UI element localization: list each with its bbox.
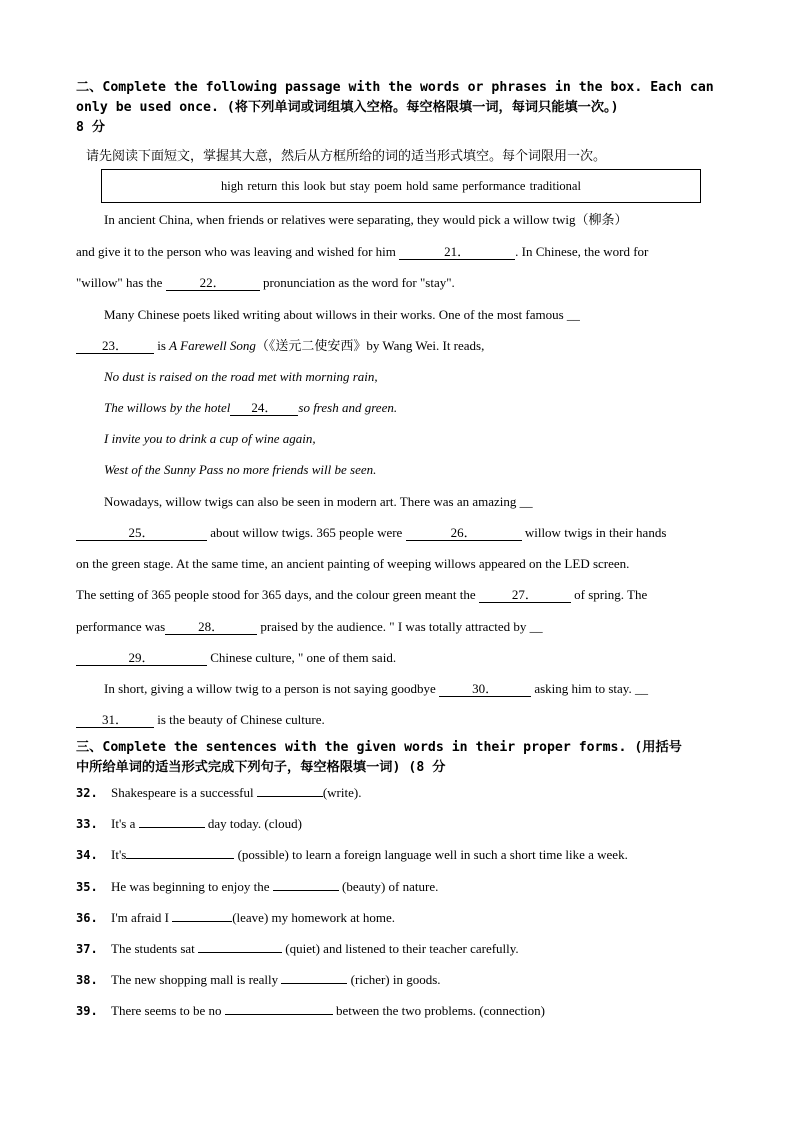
poem-line-4: West of the Sunny Pass no more friends will be seen.	[104, 462, 377, 477]
answer-blank[interactable]	[139, 827, 205, 828]
passage-line-16: In short, giving a willow twig to a person is not saying goodbye 30． asking him to stay. __	[104, 681, 648, 696]
item-number: 39.	[76, 1004, 98, 1018]
sentence-item: 33. It's a day today. (cloud)	[76, 816, 302, 831]
answer-blank[interactable]	[257, 796, 323, 797]
blank-31[interactable]: 31．	[76, 713, 154, 728]
passage-line-12: on the green stage. At the same time, an ancient painting of weeping willows appeared on the LED screen.	[76, 556, 630, 571]
section3-title	[76, 738, 722, 778]
answer-blank[interactable]	[172, 921, 232, 922]
blank-30[interactable]: 30．	[439, 682, 531, 697]
blank-29[interactable]: 29．	[76, 651, 207, 666]
sentence-item: 32. Shakespeare is a successful (write).	[76, 785, 362, 800]
answer-blank[interactable]	[273, 890, 339, 891]
sentence-item: 37. The students sat (quiet) and listened to their teacher carefully.	[76, 941, 519, 956]
item-number: 34.	[76, 848, 98, 862]
item-number: 32.	[76, 786, 98, 800]
poem-title: A Farewell Song	[169, 338, 256, 353]
item-number: 37.	[76, 942, 98, 956]
sentence-item: 39. There seems to be no between the two problems. (connection)	[76, 1003, 545, 1018]
section3-title-line2: 中所给单词的适当形式完成下列句子，每空格限填一词) (8 分	[76, 760, 446, 775]
passage-line-14: performance was 28． praised by the audience. " I was totally attracted by __	[76, 619, 543, 634]
item-number: 33.	[76, 817, 98, 831]
sentence-item: 38. The new shopping mall is really (richer) in goods.	[76, 972, 441, 987]
item-number: 38.	[76, 973, 98, 987]
section2-title-line1: 二、Complete the following passage with the words or phrases in the box. Each can	[76, 80, 714, 95]
blank-21[interactable]: 21．	[399, 245, 515, 260]
blank-23[interactable]: 23．	[76, 339, 154, 354]
passage-line-13: The setting of 365 people stood for 365 days, and the colour green meant the 27． of spring. The	[76, 587, 648, 602]
passage-line-5: 23． is A Farewell Song（《送元二使安西》by Wang Wei. It reads,	[76, 338, 484, 354]
passage-line-3: "willow" has the 22． pronunciation as the word for "stay".	[76, 275, 455, 290]
section2-instruction: 请先阅读下面短文，掌握其大意，然后从方框所给的词的适当形式填空。每个词限用一次。	[86, 149, 607, 164]
sentence-item: 35. He was beginning to enjoy the (beauty) of nature.	[76, 879, 439, 894]
passage-line-11: 25． about willow twigs. 365 people were 26． willow twigs in their hands	[76, 525, 666, 541]
passage-line-2: and give it to the person who was leaving and wished for him 21． . In Chinese, the word for	[76, 244, 649, 259]
item-number: 35.	[76, 880, 98, 894]
blank-25[interactable]: 25．	[76, 526, 207, 541]
answer-blank[interactable]	[225, 1014, 333, 1015]
passage-line-15: 29． Chinese culture, " one of them said.	[76, 650, 396, 666]
blank-22[interactable]: 22．	[166, 276, 260, 291]
blank-24[interactable]: 24．	[230, 401, 298, 416]
section3-title-line1: 三、Complete the sentences with the given words in their proper forms. (用括号	[76, 740, 682, 755]
poem-line-2: The willows by the hotel 24． so fresh and green.	[104, 400, 398, 415]
item-number: 36.	[76, 911, 98, 925]
poem-line-1: No dust is raised on the road met with morning rain,	[104, 369, 378, 384]
answer-blank[interactable]	[281, 983, 347, 984]
blank-28[interactable]: 28．	[165, 620, 257, 635]
section2-title-line2: only be used once. (将下列单词或词组填入空格。每空格限填一词，每词只能填一次。)	[76, 100, 619, 115]
blank-27[interactable]: 27．	[479, 588, 571, 603]
passage-line-10: Nowadays, willow twigs can also be seen in modern art. There was an amazing __	[104, 494, 533, 509]
blank-26[interactable]: 26．	[406, 526, 522, 541]
answer-blank[interactable]	[198, 952, 282, 953]
sentence-item: 36. I'm afraid I (leave) my homework at home.	[76, 910, 395, 925]
passage-line-17: 31． is the beauty of Chinese culture.	[76, 712, 325, 728]
answer-blank[interactable]	[126, 858, 234, 859]
section2-title	[76, 78, 722, 138]
passage-line-4: Many Chinese poets liked writing about willows in their works. One of the most famous __	[104, 307, 580, 322]
sentence-item: 34. It's (possible) to learn a foreign language well in such a short time like a week.	[76, 847, 628, 862]
word-box: high return this look but stay poem hold same performance traditional	[101, 169, 701, 203]
poem-line-3: I invite you to drink a cup of wine again,	[104, 431, 316, 446]
passage-line-1: In ancient China, when friends or relatives were separating, they would pick a willow twig（柳条）	[104, 212, 628, 227]
section2-title-line3: 8 分	[76, 120, 106, 135]
